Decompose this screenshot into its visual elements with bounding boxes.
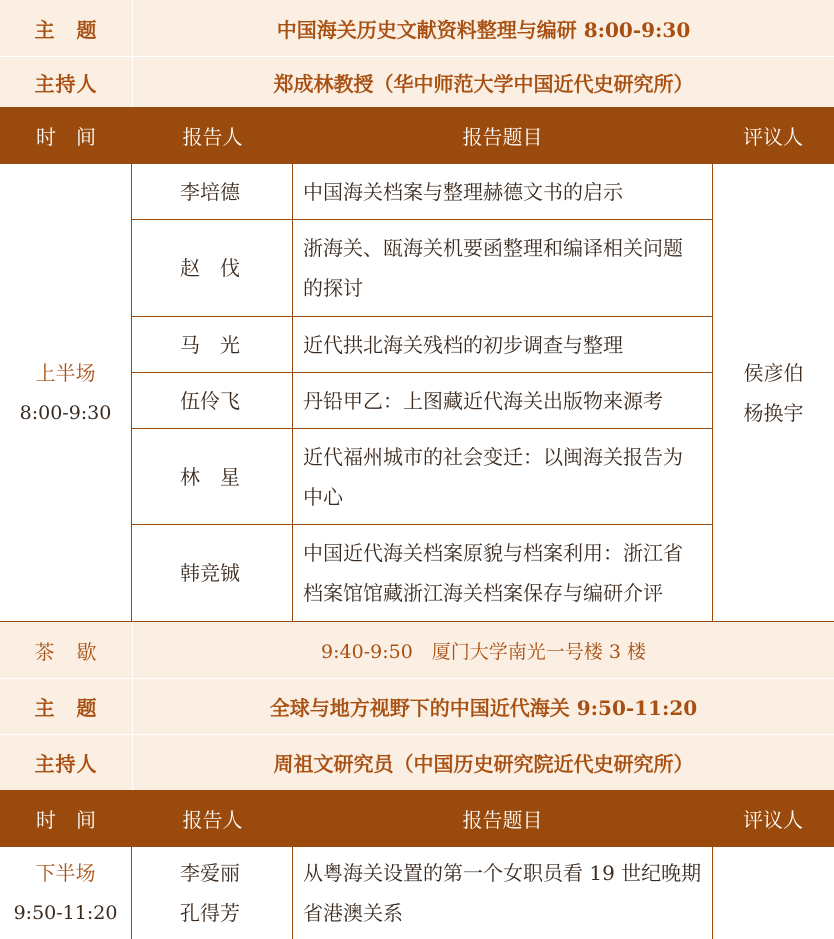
commentator-name: 杨换宇: [743, 400, 804, 425]
report-speaker: 孔得芳: [180, 901, 240, 925]
session2-header-row: [0, 790, 834, 847]
header-time: 时 间: [36, 125, 96, 149]
tea-break-label: 茶 歇: [34, 639, 98, 664]
report-row: [132, 164, 712, 220]
header-title: 报告题目: [462, 125, 543, 149]
report-speaker: 马 光: [132, 317, 293, 372]
host-label-cell: [0, 57, 132, 107]
theme-label: 主 题: [34, 696, 98, 720]
session1-time-cell: [0, 164, 132, 621]
report-row: [132, 525, 712, 621]
report-speaker: 林 星: [132, 429, 293, 524]
report-list: [132, 164, 712, 621]
session1-theme-row: [0, 0, 834, 56]
report-list: [132, 847, 712, 939]
report-title: 丹铅甲乙：上图藏近代海关出版物来源考: [303, 388, 663, 413]
session-half-label: 下半场: [35, 861, 96, 885]
commentator-name: 侯彦伯: [743, 360, 804, 385]
report-title: 从粤海关设置的第一个女职员看 19 世纪晚期省港澳关系: [303, 861, 702, 925]
report-title: 中国近代海关档案原貌与档案利用：浙江省档案馆馆藏浙江海关档案保存与编研介评: [303, 541, 683, 605]
report-row: [132, 317, 712, 373]
session-time-range: 8:00-9:30: [19, 401, 112, 424]
host-label: 主持人: [34, 752, 98, 776]
report-title: 浙海关、瓯海关机要函整理和编译相关问题的探讨: [303, 236, 683, 300]
report-row: [132, 847, 712, 939]
tea-break-cell: [132, 622, 834, 678]
report-title: 中国海关档案与整理赫德文书的启示: [303, 179, 623, 204]
report-title: 近代福州城市的社会变迁：以闽海关报告为中心: [303, 444, 683, 509]
theme-label-cell: [0, 679, 132, 734]
header-speaker: 报告人: [182, 808, 243, 832]
session-host: 周祖文研究员（中国历史研究院近代史研究所）: [273, 752, 694, 776]
session-half-label: 上半场: [35, 360, 96, 385]
header-commentator: 评议人: [743, 808, 803, 832]
tea-break-info: 9:40-9:50 厦门大学南光一号楼 3 楼: [321, 640, 646, 663]
session1-header-row: [0, 107, 834, 164]
report-speaker: 李培德: [132, 164, 293, 219]
tea-label-cell: [0, 622, 132, 678]
report-row: [132, 220, 712, 317]
session-time-range: 9:50-11:20: [13, 902, 118, 924]
report-speaker: 赵 伐: [132, 220, 293, 316]
header-title: 报告题目: [462, 808, 543, 832]
report-speakers: [132, 847, 293, 939]
session2-theme-row: [0, 678, 834, 734]
session-theme: 中国海关历史文献资料整理与编研 8:00-9:30: [276, 17, 691, 42]
report-speaker: 李爱丽: [180, 861, 240, 885]
report-speaker: 韩竞铖: [132, 525, 293, 621]
header-speaker: 报告人: [182, 125, 243, 149]
header-commentator: 评议人: [743, 125, 803, 149]
session2-body: [0, 847, 834, 939]
session1-body: [0, 164, 834, 621]
host-label-cell: [0, 735, 132, 790]
session-theme: 全球与地方视野下的中国近代海关 9:50-11:20: [269, 696, 698, 720]
theme-cell: [132, 679, 834, 734]
theme-label-cell: [0, 0, 132, 56]
tea-break-row: [0, 621, 834, 678]
session-host: 郑成林教授（华中师范大学中国近代史研究所）: [273, 71, 694, 96]
theme-label: 主 题: [34, 17, 98, 42]
session2-host-row: [0, 734, 834, 790]
report-row: [132, 429, 712, 525]
header-time: 时 间: [36, 808, 96, 832]
host-cell: [132, 735, 834, 790]
report-row: [132, 373, 712, 429]
host-cell: [132, 57, 834, 107]
commentator-cell: [712, 847, 834, 939]
commentator-cell: [712, 164, 834, 621]
report-title: 近代拱北海关残档的初步调查与整理: [303, 332, 623, 357]
session1-host-row: [0, 56, 834, 107]
theme-cell: [132, 0, 834, 56]
session2-time-cell: [0, 847, 132, 939]
host-label: 主持人: [34, 71, 98, 96]
report-speaker: 伍伶飞: [132, 373, 293, 428]
